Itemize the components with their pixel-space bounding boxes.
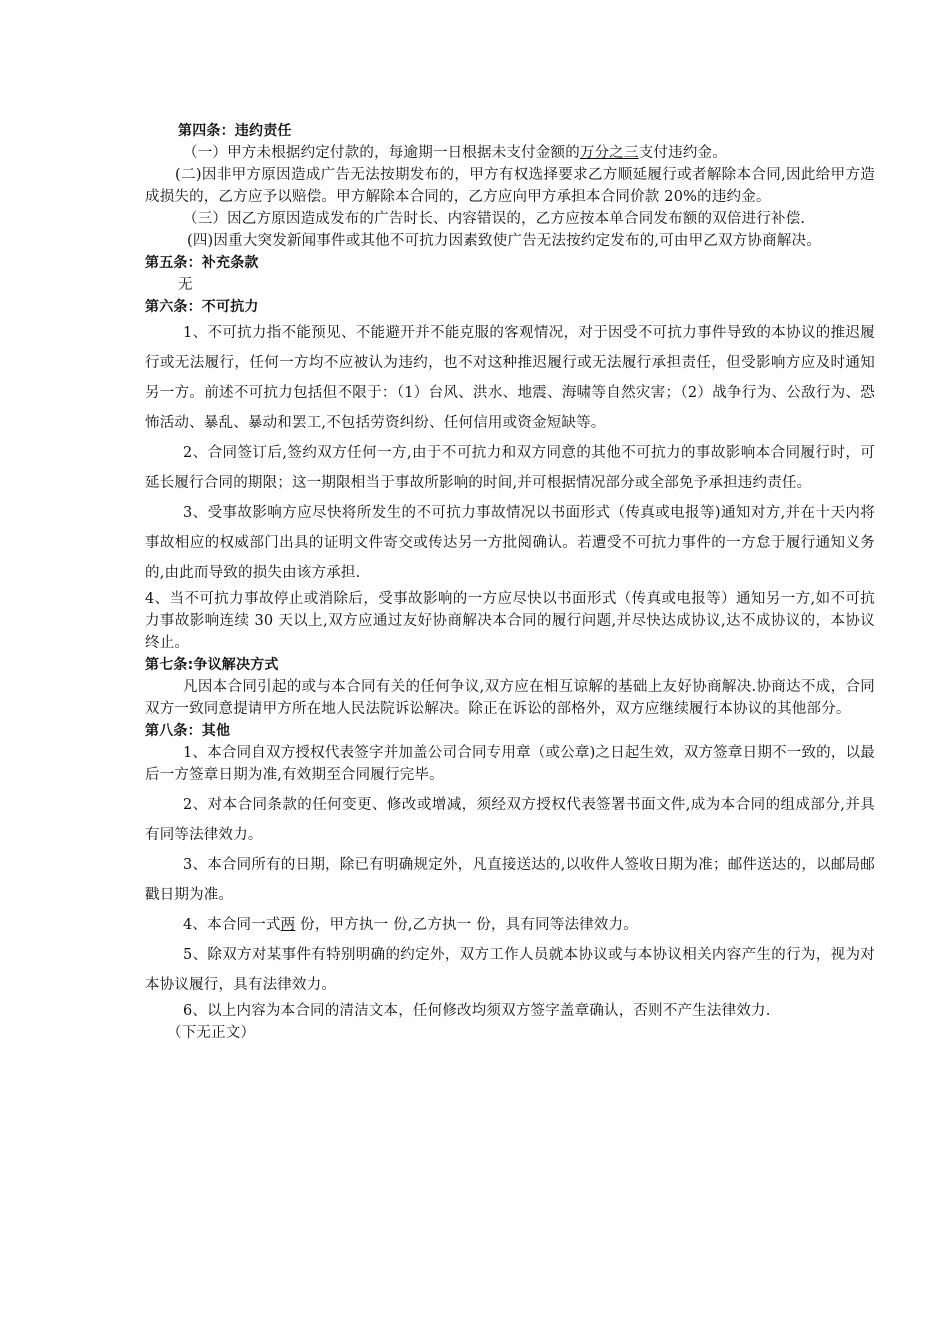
contract-document [145,120,875,1044]
copy-count: 两 [280,917,296,933]
article-4-heading: 第四条：违约责任 [178,123,292,139]
clause-text: （一）甲方未根据约定付款的，每逾期一日根据未支付金额的 [183,145,580,161]
article-4-clause-3: （三）因乙方原因造成发布的广告时长、内容错误的，乙方应按本单合同发布额的双倍进行补偿. [183,211,806,227]
article-6-clause-4: 4、当不可抗力事故停止或消除后，受事故影响的一方应尽快以书面形式（传真或电报等）通知另一方,如不可抗力事故影响连续 30 天以上,双方应通过友好协商解决本合同的履行问题,并尽快达成协议,达不成协议的，本协议终止。 [145,591,875,651]
article-8-clause-6: 6、以上内容为本合同的清洁文本，任何修改均须双方签字盖章确认，否则不产生法律效力. [183,1003,771,1019]
article-4-clause-1 [145,142,875,164]
article-8-clause-5: 5、除双方对某事件有特别明确的约定外，双方工作人员就本协议或与本协议相关内容产生的行为，视为对本协议履行，具有法律效力。 [145,947,875,993]
article-5-heading: 第五条：补充条款 [145,255,259,271]
article-7-clause-1: 凡因本合同引起的或与本合同有关的任何争议,双方应在相互谅解的基础上友好协商解决.协商达不成，合同双方一致同意提请甲方所在地人民法院诉讼解决。除正在诉讼的部格外，双方应继续履行本协议的其他部分。 [145,679,875,717]
article-6-clause-1: 1、不可抗力指不能预见、不能避开并不能克服的客观情况，对于因受不可抗力事件导致的本协议的推迟履行或无法履行，任何一方均不应被认为违约，也不对这种推迟履行或无法履行承担责任，但受影响方应及时通知另一方。前述不可抗力包括但不限于：（1）台风、洪水、地震、海啸等自然灾害；（2）战争行为、公敌行为、恐怖活动、暴乱、暴动和罢工,不包括劳资纠纷、任何信用或资金短缺等。 [145,325,875,431]
article-7-heading: 第七条:争议解决方式 [145,657,279,673]
article-6-clause-3: 3、受事故影响方应尽快将所发生的不可抗力事故情况以书面形式（传真或电报等)通知对方,并在十天内将事故相应的权威部门出具的证明文件寄交或传达另一方批阅确认。若遭受不可抗力事件的一方怠于履行通知义务的,由此而导致的损失由该方承担. [145,505,875,581]
article-8-clause-4 [145,910,875,940]
article-6-body [145,318,875,654]
article-6-clause-2: 2、合同签订后,签约双方任何一方,由于不可抗力和双方同意的其他不可抗力的事故影响本合同履行时，可延长履行合同的期限；这一期限相当于事故所影响的时间,并可根据情况部分或全部免予承担违约责任。 [145,445,875,491]
end-of-text-note: （下无正文） [167,1025,256,1041]
article-8-clause-1: 1、本合同自双方授权代表签字并加盖公司合同专用章（或公章)之日起生效，双方签章日期不一致的，以最后一方签章日期为准,有效期至合同履行完毕。 [145,745,875,783]
article-4-clause-4: (四)因重大突发新闻事件或其他不可抗力因素致使广告无法按约定发布的,可由甲乙双方协商解决。 [187,233,821,249]
clause-text: 份，甲方执一 份,乙方执一 份，具有同等法律效力。 [295,917,638,933]
article-8-body [145,742,875,1022]
article-5-content: 无 [178,277,193,293]
article-8-heading: 第八条：其他 [145,723,231,739]
article-8-clause-2: 2、对本合同条款的任何变更、修改或增减，须经双方授权代表签署书面文件,成为本合同的组成部分,并具有同等法律效力。 [145,797,875,843]
penalty-rate: 万分之三 [579,145,639,161]
clause-text: 支付违约金。 [638,145,727,161]
article-8-clause-3: 3、本合同所有的日期，除已有明确规定外，凡直接送达的,以收件人签收日期为准；邮件送达的，以邮局邮戳日期为准。 [145,857,875,903]
clause-text: 4、本合同一式 [183,917,281,933]
article-4-clause-2: (二)因非甲方原因造成广告无法按期发布的，甲方有权选择要求乙方顺延履行或者解除本合同,因此给甲方造成损失的，乙方应予以赔偿。甲方解除本合同的，乙方应向甲方承担本合同价款 20%的违约金。 [145,167,875,205]
article-6-heading: 第六条：不可抗力 [145,299,259,315]
